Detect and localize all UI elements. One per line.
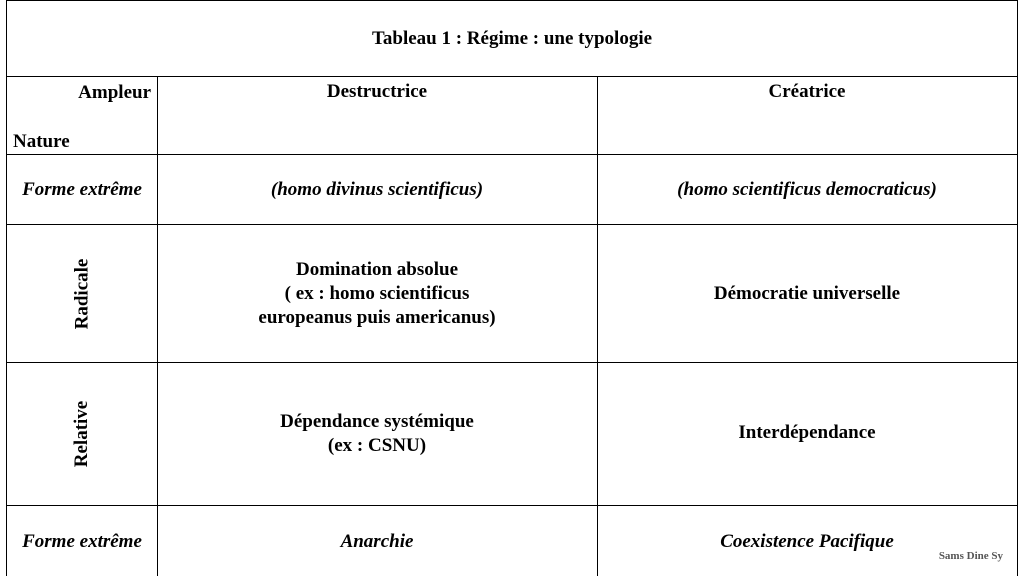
cell-forme-extreme-anarchie <box>157 506 597 577</box>
cell-forme-extreme-destructrice <box>157 155 597 225</box>
cell-radicale-destructrice <box>157 225 597 363</box>
row-label: Forme extrême <box>22 178 142 200</box>
cell-text-line: Dépendance systémique <box>280 411 474 432</box>
row-label-relative <box>7 363 157 506</box>
table-title-cell <box>7 1 1017 77</box>
row-label: Relative <box>70 400 92 468</box>
header-creatrice-cell <box>597 77 1017 155</box>
row-label: Forme extrême <box>22 530 142 552</box>
cell-text-line: Domination absolue <box>295 258 459 280</box>
cell-text: Anarchie <box>340 530 414 552</box>
row-label-radicale <box>7 225 157 363</box>
cell-forme-extreme-creatrice <box>597 155 1017 225</box>
cell-text: Démocratie universelle <box>713 282 901 304</box>
cell-text: Coexistence Pacifique <box>720 530 894 552</box>
header-ampleur: Ampleur <box>78 82 151 103</box>
cell-text-line: (ex : CSNU) <box>327 435 427 456</box>
row-label-forme-extreme-top <box>7 155 157 225</box>
cell-radicale-creatrice <box>597 225 1017 363</box>
cell-relative-destructrice <box>157 363 597 506</box>
cell-text: (homo divinus scientificus) <box>270 178 484 200</box>
cell-text-line: europeanus puis americanus) <box>258 306 496 328</box>
table-title: Tableau 1 : Régime : une typologie <box>371 27 653 49</box>
cell-text-line: ( ex : homo scientificus <box>284 282 470 304</box>
header-nature: Nature <box>13 131 70 152</box>
header-destructrice-cell <box>157 77 597 155</box>
typology-table <box>6 0 1018 576</box>
author-credit: Sams Dine Sy <box>938 550 1003 562</box>
cell-text: Interdépendance <box>738 422 876 443</box>
header-destructrice: Destructrice <box>326 81 428 102</box>
header-corner-cell <box>7 77 157 155</box>
row-label: Radicale <box>71 258 92 329</box>
cell-text: (homo scientificus democraticus) <box>677 178 937 200</box>
row-label-forme-extreme-bottom <box>7 506 157 577</box>
header-creatrice: Créatrice <box>768 81 846 102</box>
cell-relative-creatrice <box>597 363 1017 506</box>
cell-forme-extreme-coexistence <box>597 506 1017 577</box>
